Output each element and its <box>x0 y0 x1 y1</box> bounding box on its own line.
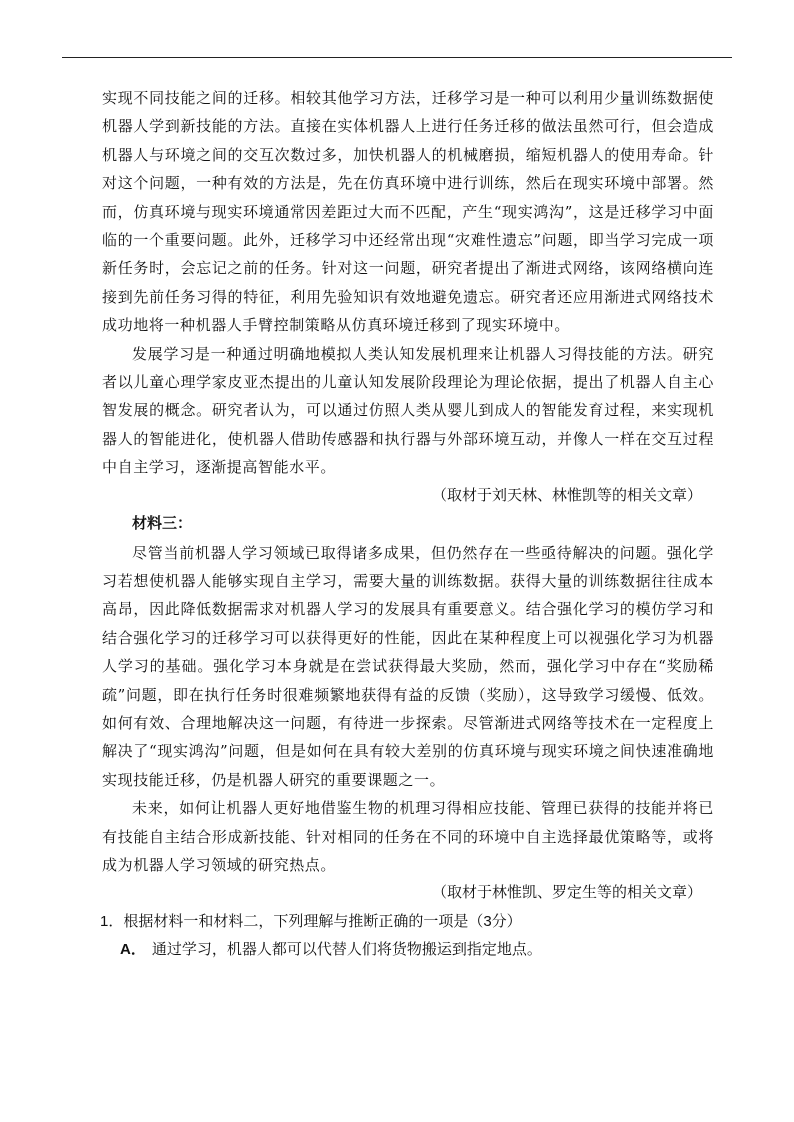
material2-source: （取材于刘天林、林惟凯等的相关文章） <box>431 486 702 504</box>
header-rule <box>62 57 732 58</box>
document-body <box>102 84 714 965</box>
material3-paragraph-challenges: 尽管当前机器人学习领域已取得诸多成果，但仍然存在一些亟待解决的问题。强化学习若想使机器人能够实现自主学习，需要大量的训练数据。获得大量的训练数据往往成本高昂，因此降低数据需求对机器人学习的发展具有重要意义。结合强化学习的模仿学习和结合强化学习的迁移学习可以获得更好的性能，因此在某种程度上可以视强化学习为机器人学习的基础。强化学习本身就是在尝试获得最大奖励，然而，强化学习中存在“奖励稀疏”问题，即在执行任务时很难频繁地获得有益的反馈（奖励），这导致学习缓慢、低效。如何有效、合理地解决这一问题，有待进一步探索。尽管渐进式网络等技术在一定程度上解决了“现实鸿沟”问题，但是如何在具有较大差别的仿真环境与现实环境之间快速准确地实现技能迁移，仍是机器人研究的重要课题之一。 <box>102 543 714 789</box>
material3-source: （取材于林惟凯、罗定生等的相关文章） <box>431 884 702 902</box>
question-1-option-a <box>102 936 714 964</box>
option-a-letter: A． <box>120 941 146 959</box>
material3-paragraph-future: 未来，如何让机器人更好地借鉴生物的机理习得相应技能、管理已获得的技能并将已有技能自主结合形成新技能、针对相同的任务在不同的环境中自主选择最优策略等，或将成为机器人学习领域的研究热点。 <box>102 799 714 874</box>
material2-paragraph-transfer-learning: 实现不同技能之间的迁移。相较其他学习方法，迁移学习是一种可以利用少量训练数据使机器人学到新技能的方法。直接在实体机器人上进行任务迁移的做法虽然可行，但会造成机器人与环境之间的交互次数过多，加快机器人的机械磨损，缩短机器人的使用寿命。针对这个问题，一种有效的方法是，先在仿真环境中进行训练，然后在现实环境中部署。然而，仿真环境与现实环境通常因差距过大而不匹配，产生“现实鸿沟”，这是迁移学习中面临的一个重要问题。此外，迁移学习中还经常出现“灾难性遗忘”问题，即当学习完成一项新任务时，会忘记之前的任务。针对这一问题，研究者提出了渐进式网络，该网络横向连接到先前任务习得的特征，利用先验知识有效地避免遗忘。研究者还应用渐进式网络技术成功地将一种机器人手臂控制策略从仿真环境迁移到了现实环境中。 <box>102 89 714 335</box>
question-1-stem: 1．根据材料一和材料二，下列理解与推断正确的一项是（3分） <box>100 912 522 930</box>
material3-heading: 材料三： <box>132 515 193 533</box>
option-a-text: 通过学习，机器人都可以代替人们将货物搬运到指定地点。 <box>151 941 542 959</box>
material2-paragraph-developmental-learning: 发展学习是一种通过明确地模拟人类认知发展机理来让机器人习得技能的方法。研究者以儿童心理学家皮亚杰提出的儿童认知发展阶段理论为理论依据，提出了机器人自主心智发展的概念。研究者认为，可以通过仿照人类从婴儿到成人的智能发育过程，来实现机器人的智能进化，使机器人借助传感器和执行器与外部环境互动，并像人一样在交互过程中自主学习，逐渐提高智能水平。 <box>102 344 714 477</box>
